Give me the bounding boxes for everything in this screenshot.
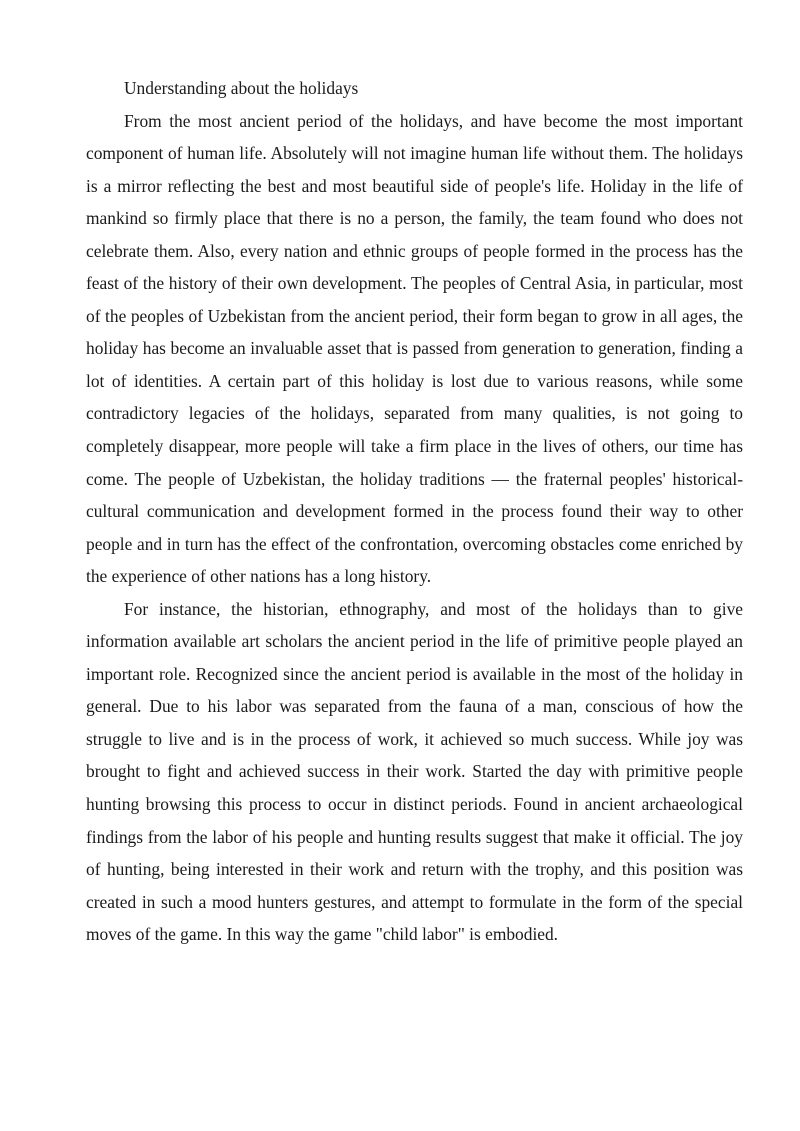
paragraph-2: For instance, the historian, ethnography, and most of the holidays than to give information available art scholars the ancient period in the life of primitive people played an important role. Recognized since the ancient period is available in the most of the holiday in general. Due to his labor was separated from the fauna of a man, conscious of how the struggle to live and is in the process of work, it achieved so much success. While joy was brought to fight and achieved success in their work. Started the day with primitive people hunting browsing this process to occur in distinct periods. Found in ancient archaeological findings from the labor of his people and hunting results suggest that make it official. The joy of hunting, being interested in their work and return with the trophy, and this position was created in such a mood hunters gestures, and attempt to formulate in the form of the special moves of the game. In this way the game "child labor" is embodied. xyxy=(86,598,743,945)
document-page xyxy=(86,72,743,951)
paragraph-1: From the most ancient period of the holidays, and have become the most important component of human life. Absolutely will not imagine human life without them. The holidays is a mirror reflecting the best and most beautiful side of people's life. Holiday in the life of mankind so firmly place that there is no a person, the family, the team found who does not celebrate them. Also, every nation and ethnic groups of people formed in the process has the feast of the history of their own development. The peoples of Central Asia, in particular, most of the peoples of Uzbekistan from the ancient period, their form began to grow in all ages, the holiday has become an invaluable asset that is passed from generation to generation, finding a lot of identities. A certain part of this holiday is lost due to various reasons, while some contradictory legacies of the holidays, separated from many qualities, is not going to completely disappear, more people will take a firm place in the lives of others, our time has come. The people of Uzbekistan, the holiday traditions — the fraternal peoples' historical-cultural communication and development formed in the process found their way to other people and in turn has the effect of the confrontation, overcoming obstacles come enriched by the experience of other nations has a long history. xyxy=(86,110,743,587)
document-title: Understanding about the holidays xyxy=(124,78,359,98)
